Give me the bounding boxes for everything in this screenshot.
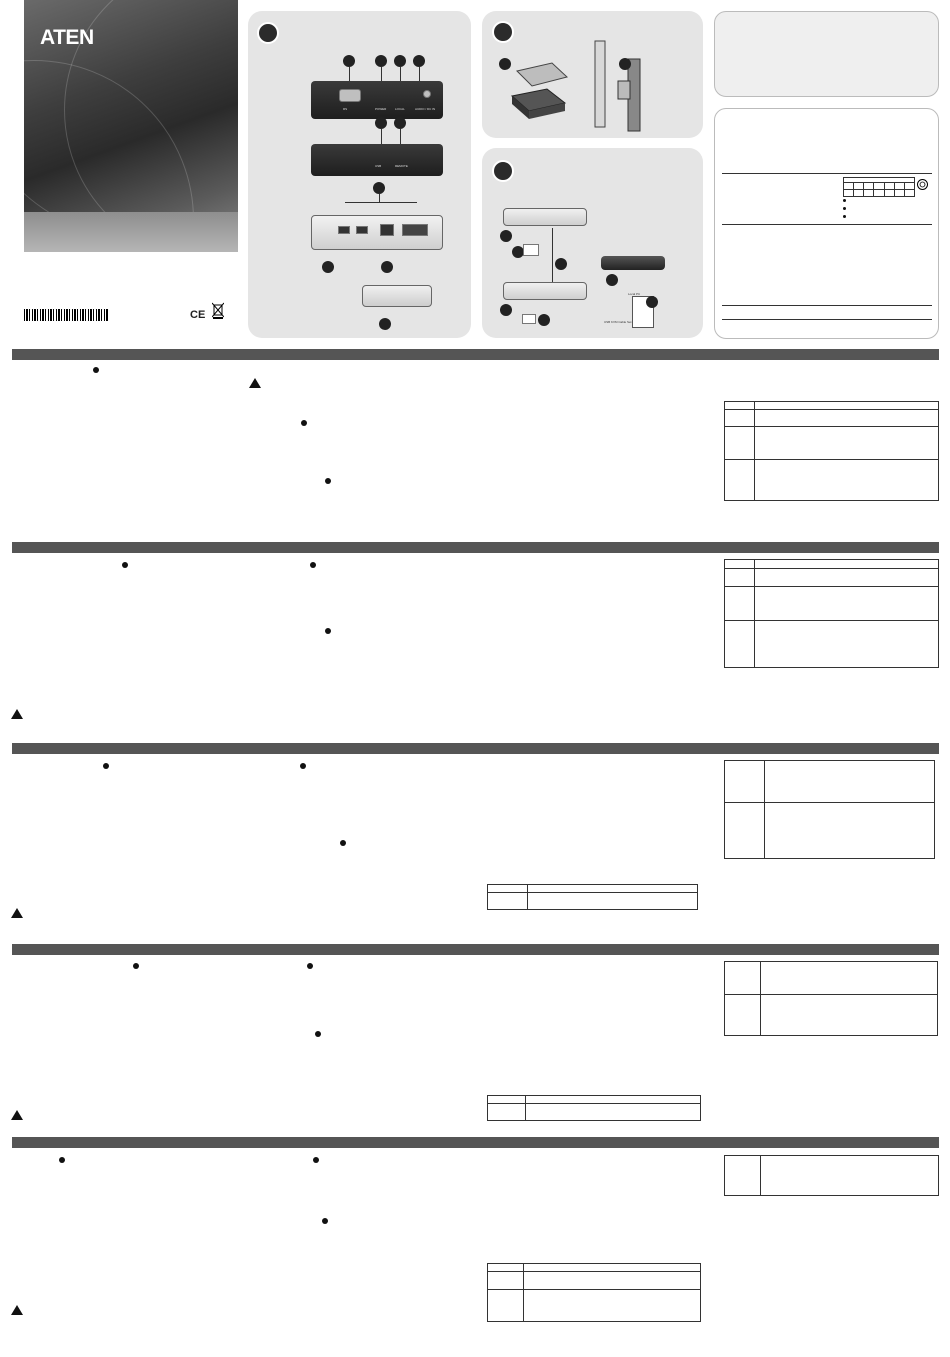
spec-table-5a [487,1263,701,1322]
callout-5 [646,296,658,308]
callout-5 [375,117,387,129]
device-rear-view [311,215,443,250]
device-front-view [311,81,443,119]
bullet-marker [300,763,306,769]
bullet-marker [103,763,109,769]
callout-1 [343,55,355,67]
callout-9 [381,261,393,273]
remote-dongle [601,256,665,270]
warning-triangle-icon [11,709,23,719]
info-box-regulatory [714,108,939,339]
bullet-marker [307,963,313,969]
bullet-marker [340,840,346,846]
installation-panel [482,148,703,338]
cover-image [24,0,238,252]
bullet-marker [313,1157,319,1163]
spec-table-5b [724,1155,939,1196]
callout-b [619,58,631,70]
divider [722,319,932,320]
port-label: REMOTE [395,164,408,168]
cat5-cable [552,228,553,284]
divider [722,305,932,306]
cover-bottom-band [24,212,238,252]
bullet-marker [310,562,316,568]
note-marker [843,199,846,202]
callout-10 [379,318,391,330]
hazardous-substances-table [843,177,915,197]
bullet-marker [93,367,99,373]
leader-line [379,194,380,202]
callout-4 [606,274,618,286]
bullet-marker [322,1218,328,1224]
note-marker [843,215,846,218]
mounting-bracket-illustration [507,51,572,126]
bullet-marker [122,562,128,568]
warning-triangle-icon [11,1110,23,1120]
section-bar-5 [12,1137,939,1148]
bullet-marker [315,1031,321,1037]
step-number-circle [492,21,514,43]
local-unit [503,208,587,226]
spec-table-1 [724,401,939,501]
callout-7 [373,182,385,194]
monitor-icon [523,244,539,256]
vga-port [402,224,428,236]
callout-1 [500,230,512,242]
section-bar-1 [12,349,939,360]
note-marker [843,207,846,210]
callout-3 [555,258,567,270]
bullet-marker [325,478,331,484]
bullet-marker [301,420,307,426]
barcode [24,309,108,321]
rohs-mark-icon [917,179,928,190]
usb-port [356,226,368,234]
callout-8 [322,261,334,273]
callout-7 [538,314,550,326]
callout-2 [375,55,387,67]
callout-3 [394,55,406,67]
bullet-marker [59,1157,65,1163]
aten-logo: ATEN [40,26,94,49]
info-box-top [714,11,939,97]
warning-triangle-icon [11,1305,23,1315]
local-pc-label: Local PC [628,292,641,296]
remote-unit [503,282,587,300]
usb-port [338,226,350,234]
dc-in-jack [423,90,431,98]
hardware-overview-panel [248,11,471,338]
section-bar-3 [12,743,939,754]
warning-triangle-icon [11,908,23,918]
weee-bin-icon [212,302,224,319]
section-bar-4 [12,944,939,955]
callout-6 [500,304,512,316]
bullet-marker [133,963,139,969]
ce-mark: CE [190,309,206,321]
warning-triangle-icon [249,378,261,388]
divider [722,224,932,225]
port-label: USB [375,164,382,168]
device-top-view [311,144,443,176]
port-label: LOCAL [395,107,405,111]
spec-table-4b [724,961,938,1036]
rack-rail-illustration [590,39,650,134]
spec-table-4a [487,1095,701,1121]
spec-table-2 [724,559,939,668]
divider [722,173,932,174]
spec-table-3b [724,760,935,859]
bullet-marker [325,628,331,634]
mounting-panel [482,11,703,138]
step-number-circle [492,160,514,182]
monitor-icon [522,314,536,324]
section-bar-2 [12,542,939,553]
port-label: AUDIO / DC IN [415,107,436,111]
port-label: RS [343,107,348,111]
vga-port [339,89,361,102]
device-side-view [362,285,432,307]
cable-set-label: USB KVM Cable Set [604,320,632,324]
port-label: POWER [375,107,387,111]
spec-table-3a [487,884,698,910]
leader-bracket [345,202,417,203]
rj45-port [380,224,394,236]
callout-6 [394,117,406,129]
callout-4 [413,55,425,67]
step-number-circle [257,22,279,44]
